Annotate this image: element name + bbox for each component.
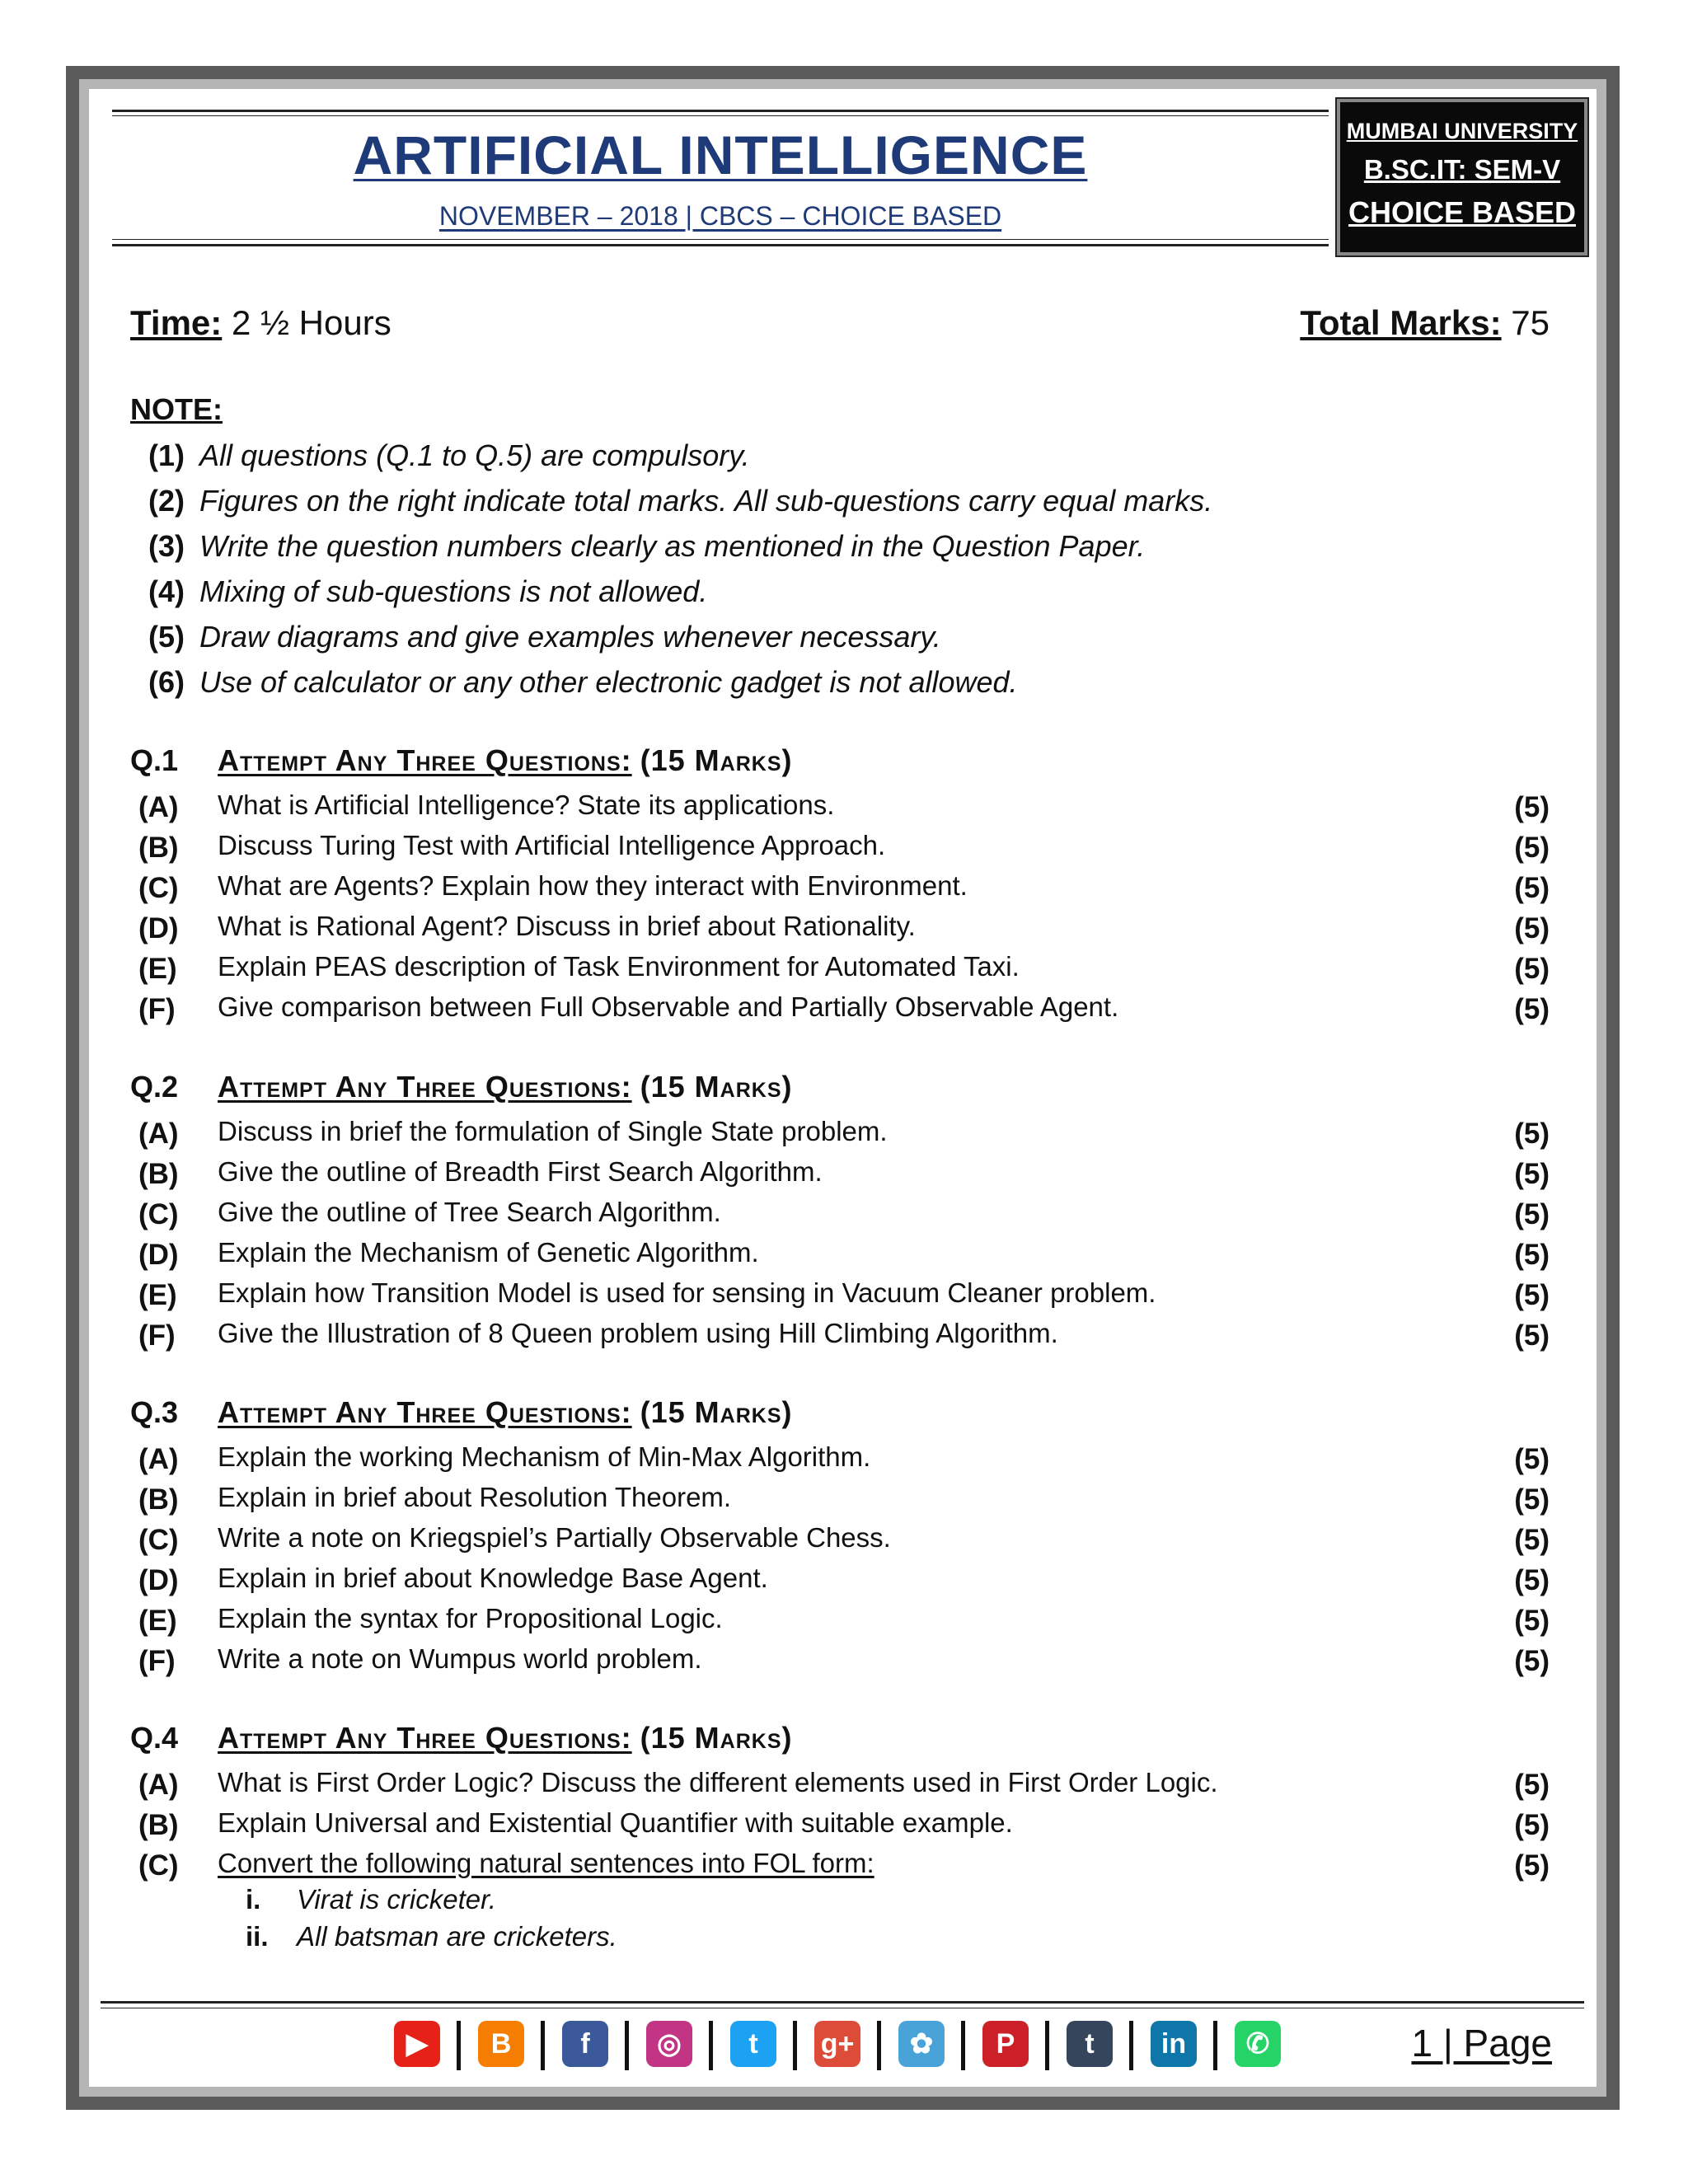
facebook-icon[interactable]: f — [562, 2021, 608, 2067]
question-marks: (15 Marks) — [640, 1721, 793, 1755]
sub-question-letter: (C) — [138, 1849, 179, 1882]
note-text: Figures on the right indicate total marks. All sub-questions carry equal marks. — [199, 484, 1213, 518]
sub-question-text: Write a note on Kriegspiel’s Partially Observable Chess. — [218, 1522, 891, 1553]
sub-item — [246, 1884, 496, 1915]
sub-question — [138, 1563, 1550, 1602]
sub-question-letter: (A) — [138, 1769, 179, 1801]
sub-question-marks: (5) — [1514, 1319, 1550, 1352]
sub-question-text: Give the outline of Tree Search Algorithm. — [218, 1197, 721, 1227]
sub-question-text: What is Artificial Intelligence? State its applications. — [218, 790, 835, 820]
sub-question-letter: (F) — [138, 993, 176, 1025]
sub-question — [138, 1156, 1550, 1196]
sub-question-marks: (5) — [1514, 1279, 1550, 1311]
page-number: 1 | Page — [1411, 2022, 1552, 2064]
sub-question-letter: (D) — [138, 912, 179, 944]
youtube-icon[interactable]: ▶ — [394, 2021, 440, 2067]
note-number: (6) — [148, 665, 185, 699]
sub-question-marks: (5) — [1514, 1849, 1550, 1882]
sub-question-text: Give the Illustration of 8 Queen problem using Hill Climbing Algorithm. — [218, 1318, 1058, 1348]
sub-question-letter: (F) — [138, 1319, 176, 1352]
sub-question-marks: (5) — [1514, 1524, 1550, 1556]
header-rule — [112, 239, 1329, 240]
sub-question-letter: (C) — [138, 1198, 179, 1230]
badge-scheme: CHOICE BASED — [1348, 195, 1577, 229]
note-number: (5) — [148, 620, 185, 654]
sub-question-marks: (5) — [1514, 1443, 1550, 1475]
sub-question-text: Explain Universal and Existential Quantifier with suitable example. — [218, 1807, 1013, 1838]
sub-item-numeral: ii. — [246, 1921, 269, 1952]
sub-question — [138, 1116, 1550, 1155]
sub-question-letter: (C) — [138, 872, 179, 904]
question-instruction: Attempt Any Three Questions: — [218, 1070, 632, 1104]
note-text: Use of calculator or any other electronic gadget is not allowed. — [199, 665, 1018, 699]
sub-question-marks: (5) — [1514, 1605, 1550, 1637]
icon-separator — [1045, 2021, 1049, 2070]
note-number: (3) — [148, 529, 185, 563]
sub-question-letter: (E) — [138, 1279, 177, 1311]
whatsapp-icon[interactable]: ✆ — [1235, 2021, 1281, 2067]
note-item — [148, 665, 1018, 700]
time-value: 2 ½ Hours — [231, 303, 392, 342]
sub-question — [138, 1603, 1550, 1643]
icon-separator — [709, 2021, 713, 2070]
question-heading — [130, 1070, 793, 1104]
linkedin-icon[interactable]: in — [1151, 2021, 1197, 2067]
sub-question-text: Explain the Mechanism of Genetic Algorithm. — [218, 1237, 759, 1268]
sub-question-text: Give comparison between Full Observable and Partially Observable Agent. — [218, 991, 1119, 1022]
time-info — [130, 303, 392, 343]
sub-question-marks: (5) — [1514, 791, 1550, 823]
note-text: Mixing of sub-questions is not allowed. — [199, 574, 708, 608]
note-number: (1) — [148, 438, 185, 472]
sub-question-marks: (5) — [1514, 1564, 1550, 1596]
sub-question-letter: (A) — [138, 1443, 179, 1475]
sub-question — [138, 1237, 1550, 1277]
university-badge — [1337, 99, 1587, 255]
sub-question-text: What is First Order Logic? Discuss the different elements used in First Order Logic. — [218, 1767, 1218, 1797]
badge-university: MUMBAI UNIVERSITY — [1346, 119, 1578, 143]
sub-question — [138, 1767, 1550, 1807]
icon-separator — [961, 2021, 965, 2070]
question-heading — [130, 1721, 793, 1755]
icon-separator — [541, 2021, 545, 2070]
blogger-icon[interactable]: B — [478, 2021, 524, 2067]
sub-question-text: Write a note on Wumpus world problem. — [218, 1643, 702, 1674]
header-rule — [112, 110, 1329, 112]
icon-separator — [793, 2021, 797, 2070]
sub-question-text: Explain how Transition Model is used for sensing in Vacuum Cleaner problem. — [218, 1277, 1156, 1308]
note-title: NOTE: — [130, 392, 223, 426]
total-marks-info — [1300, 303, 1550, 343]
sub-item-text: Virat is cricketer. — [297, 1884, 497, 1915]
question-heading — [130, 1395, 793, 1430]
question-instruction: Attempt Any Three Questions: — [218, 743, 632, 777]
slideshare-icon[interactable]: ✿ — [898, 2021, 945, 2067]
sub-question-marks: (5) — [1514, 1483, 1550, 1516]
icon-separator — [625, 2021, 629, 2070]
note-text: Write the question numbers clearly as mentioned in the Question Paper. — [199, 529, 1146, 563]
sub-question — [138, 1318, 1550, 1357]
question-instruction: Attempt Any Three Questions: — [218, 1395, 632, 1429]
sub-question-text: Discuss Turing Test with Artificial Intelligence Approach. — [218, 830, 886, 860]
sub-question-marks: (5) — [1514, 872, 1550, 904]
pinterest-icon[interactable]: P — [982, 2021, 1029, 2067]
sub-question — [138, 1197, 1550, 1236]
sub-item-text: All batsman are cricketers. — [297, 1921, 617, 1952]
note-number: (4) — [148, 574, 185, 608]
sub-question-marks: (5) — [1514, 1239, 1550, 1271]
question-number: Q.3 — [130, 1395, 179, 1429]
sub-question-letter: (E) — [138, 1605, 177, 1637]
question-number: Q.1 — [130, 743, 179, 777]
sub-question-text: Explain in brief about Knowledge Base Agent. — [218, 1563, 768, 1593]
note-item — [148, 484, 1212, 518]
sub-question-marks: (5) — [1514, 953, 1550, 985]
question-marks: (15 Marks) — [640, 1395, 793, 1429]
sub-question-text: Give the outline of Breadth First Search Algorithm. — [218, 1156, 823, 1187]
question-marks: (15 Marks) — [640, 1070, 793, 1104]
total-marks-value: 75 — [1511, 303, 1550, 342]
sub-question-text: Explain the working Mechanism of Min-Max Algorithm. — [218, 1441, 871, 1472]
sub-question — [138, 1441, 1550, 1481]
sub-question — [138, 1522, 1550, 1562]
sub-question-text: Explain PEAS description of Task Environment for Automated Taxi. — [218, 951, 1020, 982]
document-subtitle: NOVEMBER – 2018 | CBCS – CHOICE BASED — [438, 201, 1002, 231]
badge-course: B.SC.IT: SEM-V — [1363, 154, 1561, 185]
sub-question-marks: (5) — [1514, 1118, 1550, 1150]
sub-question-text: Explain in brief about Resolution Theorem. — [218, 1482, 732, 1512]
note-number: (2) — [148, 484, 185, 518]
sub-question-text: Discuss in brief the formulation of Single State problem. — [218, 1116, 888, 1146]
sub-question-marks: (5) — [1514, 1158, 1550, 1190]
sub-question — [138, 830, 1550, 869]
sub-question — [138, 790, 1550, 829]
sub-question-marks: (5) — [1514, 832, 1550, 864]
sub-question-marks: (5) — [1514, 1769, 1550, 1801]
sub-question-letter: (F) — [138, 1645, 176, 1677]
twitter-icon[interactable]: t — [730, 2021, 776, 2067]
question-number: Q.2 — [130, 1070, 179, 1104]
google-plus-icon[interactable]: g+ — [814, 2021, 860, 2067]
note-text: Draw diagrams and give examples whenever necessary. — [199, 620, 941, 654]
sub-question-letter: (B) — [138, 832, 179, 864]
question-instruction: Attempt Any Three Questions: — [218, 1721, 632, 1755]
note-text: All questions (Q.1 to Q.5) are compulsory. — [199, 438, 750, 472]
sub-question-text: Convert the following natural sentences into FOL form: — [218, 1848, 874, 1878]
header-rule — [112, 244, 1329, 246]
sub-question — [138, 870, 1550, 910]
sub-item-numeral: i. — [246, 1884, 261, 1915]
sub-item — [246, 1921, 617, 1952]
sub-question-marks: (5) — [1514, 1809, 1550, 1841]
sub-question-letter: (D) — [138, 1239, 179, 1271]
sub-question-letter: (B) — [138, 1158, 179, 1190]
note-item — [148, 620, 941, 654]
sub-question — [138, 1277, 1550, 1317]
sub-question — [138, 991, 1550, 1031]
question-heading — [130, 743, 793, 778]
sub-question-marks: (5) — [1514, 1198, 1550, 1230]
sub-question-marks: (5) — [1514, 912, 1550, 944]
sub-question-letter: (A) — [138, 1118, 179, 1150]
icon-separator — [1129, 2021, 1133, 2070]
header-rule — [112, 115, 1329, 116]
sub-question-letter: (C) — [138, 1524, 179, 1556]
tumblr-icon[interactable]: t — [1067, 2021, 1113, 2067]
sub-question — [138, 1848, 1550, 1887]
sub-question-letter: (B) — [138, 1483, 179, 1516]
sub-question-text: Explain the syntax for Propositional Logic. — [218, 1603, 723, 1633]
icon-separator — [1213, 2021, 1217, 2070]
sub-question-marks: (5) — [1514, 1645, 1550, 1677]
instagram-icon[interactable]: ◎ — [646, 2021, 692, 2067]
total-marks-label: Total Marks: — [1300, 303, 1502, 342]
sub-question-text: What is Rational Agent? Discuss in brief about Rationality. — [218, 911, 916, 941]
sub-question-marks: (5) — [1514, 993, 1550, 1025]
document-title: ARTIFICIAL INTELLIGENCE — [353, 124, 1088, 185]
note-item — [148, 529, 1145, 564]
icon-separator — [457, 2021, 461, 2070]
note-item — [148, 438, 750, 473]
sub-question-letter: (A) — [138, 791, 179, 823]
sub-question — [138, 1482, 1550, 1521]
sub-question — [138, 911, 1550, 950]
sub-question — [138, 1643, 1550, 1683]
sub-question-letter: (B) — [138, 1809, 179, 1841]
sub-question — [138, 1807, 1550, 1847]
sub-question-letter: (E) — [138, 953, 177, 985]
sub-question — [138, 951, 1550, 991]
sub-question-letter: (D) — [138, 1564, 179, 1596]
icon-separator — [877, 2021, 881, 2070]
question-number: Q.4 — [130, 1721, 179, 1755]
sub-question-text: What are Agents? Explain how they interact with Environment. — [218, 870, 968, 901]
question-marks: (15 Marks) — [640, 743, 793, 777]
note-item — [148, 574, 707, 609]
footer-rule — [101, 2001, 1584, 2004]
time-label: Time: — [130, 303, 223, 342]
